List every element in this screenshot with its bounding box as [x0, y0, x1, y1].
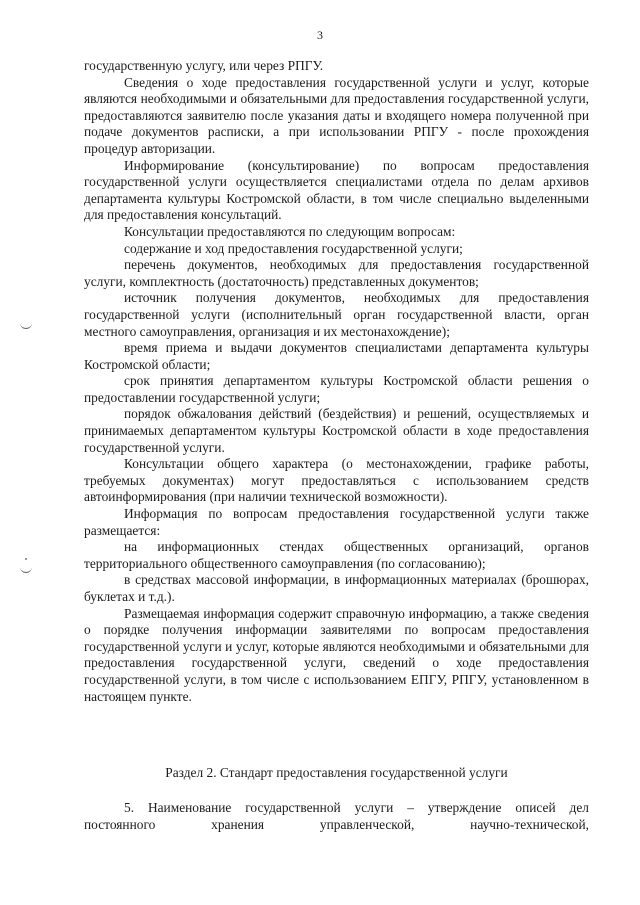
item-5: [84, 800, 589, 833]
paragraph: Консультации общего характера (о местонахождении, графике работы, требуемых документах) могут предоставляться с использованием средств автоинформирования (при наличии технической возможности).: [84, 456, 589, 505]
paragraph: срок принятия департаментом культуры Костромской области решения о предоставлении государственной услуги;: [84, 373, 589, 405]
page-number: 3: [317, 28, 323, 42]
paragraph: в средствах массовой информации, в информационных материалах (брошюрах, буклетах и т.д.).: [84, 572, 589, 604]
paragraph: время приема и выдачи документов специалистами департамента культуры Костромской области;: [84, 340, 589, 372]
binding-mark: [20, 566, 32, 573]
paragraph: Размещаемая информация содержит справочную информацию, а также сведения о порядке получения информации заявителями по вопросам предоставления государственной услуги и услуг, которые являются необходимыми и обязательными для предоставления государственной услуги, сведений о ходе предоставления государственной услуги, в том числе с использованием ЕПГУ, РПГУ, установленном в настоящем пункте.: [84, 605, 589, 704]
binding-mark: [20, 322, 32, 329]
paragraph: Сведения о ходе предоставления государственной услуги и услуг, которые являются необходимыми и обязательными для предоставления государственной услуги, предоставляются заявителю после указания даты и входящего номера полученной при подаче документов расписки, а при использовании РПГУ - после прохождения процедур авторизации.: [84, 74, 589, 156]
binding-dot: [25, 558, 27, 560]
paragraph: порядок обжалования действий (бездействия) и решений, осуществляемых и принимаемых департаментом культуры Костромской области в ходе предоставления государственной услуги.: [84, 406, 589, 455]
paragraph: на информационных стендах общественных организаций, органов территориального общественного самоуправления (по согласованию);: [84, 539, 589, 571]
paragraph: содержание и ход предоставления государственной услуги;: [124, 240, 463, 256]
paragraph: источник получения документов, необходимых для предоставления государственной услуги (исполнительный орган государственной власти, орган местного самоуправления, организация и их местонахождение);: [84, 290, 589, 339]
paragraph: перечень документов, необходимых для предоставления государственной услуги, комплектность (достаточность) представленных документов;: [84, 257, 589, 289]
section-title: Раздел 2. Стандарт предоставления государственной услуги: [165, 765, 508, 780]
paragraph: Информация по вопросам предоставления государственной услуги также размещается:: [84, 506, 589, 538]
paragraph: Консультации предоставляются по следующим вопросам:: [124, 223, 456, 239]
paragraph: Информирование (консультирование) по вопросам предоставления государственной услуги осуществляется специалистами отдела по делам архивов департамента культуры Костромской области, в том числе специально выделенными для предоставления консультаций.: [84, 157, 589, 223]
body-text: [84, 58, 589, 705]
paragraph: государственную услугу, или через РПГУ.: [84, 58, 324, 73]
item-5-text: 5. Наименование государственной услуги – утверждение описей дел постоянного хранения управленческой, научно-технической,: [84, 800, 589, 832]
